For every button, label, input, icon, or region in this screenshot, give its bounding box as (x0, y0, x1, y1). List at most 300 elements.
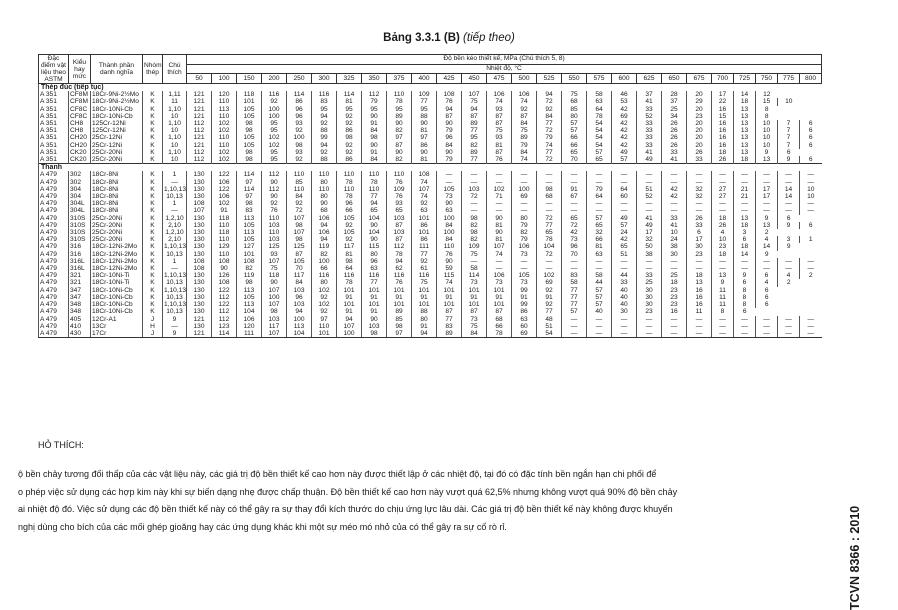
table-cell: 92 (262, 200, 287, 207)
table-cell: 104 (362, 215, 387, 222)
table-cell: 347 (69, 287, 91, 294)
table-cell: — (612, 265, 637, 272)
table-cell: 58 (562, 279, 587, 286)
table-cell: 54 (587, 142, 612, 149)
table-cell: 10 (756, 120, 778, 127)
table-cell: 107 (187, 207, 212, 214)
table-row (39, 279, 822, 286)
table-cell: 114 (337, 91, 362, 98)
table-cell: 44 (587, 279, 612, 286)
table-cell: 1,10,13 (164, 286, 186, 294)
table-cell: 103 (262, 316, 287, 323)
table-cell: 13 (734, 113, 756, 120)
table-cell: 108 (237, 258, 262, 265)
table-cell: 18 (734, 222, 756, 229)
table-cell: 102 (312, 287, 337, 294)
table-cell: 98 (362, 330, 387, 338)
table-cell: — (462, 171, 487, 178)
table-cell: 75 (462, 251, 487, 258)
table-row (39, 243, 822, 250)
table-cell: — (462, 179, 487, 186)
col-steel-group: Nhóm thép (143, 55, 163, 84)
table-cell: 105 (512, 272, 537, 279)
table-cell: — (562, 316, 587, 323)
table-cell: 84 (437, 236, 462, 243)
table-cell: 101 (487, 301, 512, 308)
table-cell: 107 (287, 229, 312, 236)
table-cell: 54 (587, 120, 612, 127)
table-cell: 18Cr-10Ni-Cb (91, 301, 143, 308)
table-cell: K (143, 251, 163, 258)
table-cell: 20 (687, 142, 712, 149)
table-cell: — (687, 200, 712, 207)
table-cell: 129 (212, 243, 237, 250)
table-cell: 91 (362, 149, 387, 156)
table-cell: 310S (69, 229, 91, 236)
table-cell: 125Cr-12Ni (91, 120, 143, 127)
table-cell: 1,2,10 (163, 229, 187, 236)
table-cell: 86 (337, 156, 362, 164)
table-cell: 93 (287, 120, 312, 127)
table-cell: A 351 (39, 127, 69, 134)
table-cell: 27 (712, 193, 734, 200)
table-cell: 121 (187, 91, 212, 98)
table-cell: 86 (412, 142, 437, 149)
table-cell: — (587, 200, 612, 207)
table-cell: 16 (712, 106, 734, 113)
table-cell: 103 (387, 229, 412, 236)
table-cell: 13 (734, 106, 756, 113)
table-cell: 41 (637, 149, 662, 156)
table-cell: 18 (712, 251, 734, 258)
table-cell: 101 (412, 215, 437, 222)
table-cell: — (687, 258, 712, 265)
table-cell: 84 (537, 113, 562, 120)
table-cell: 42 (612, 134, 637, 141)
table-cell: 76 (437, 251, 462, 258)
table-cell: 111 (412, 243, 437, 250)
table-cell: 91 (512, 294, 537, 301)
table-cell: 30 (637, 294, 662, 301)
table-cell: 102 (212, 156, 237, 164)
table-cell: — (612, 330, 637, 338)
table-cell: 51 (537, 323, 562, 330)
temperature-cell: 150 (237, 74, 262, 84)
table-cell: — (734, 179, 756, 186)
table-cell: 87 (487, 113, 512, 120)
table-cell: 9 (734, 272, 756, 279)
table-cell: 2,10 (163, 236, 187, 243)
table-cell: 80 (312, 179, 337, 186)
table-cell: 41 (662, 156, 687, 164)
table-cell: 40 (612, 287, 637, 294)
table-cell: 92 (312, 149, 337, 156)
table-cell: 113 (237, 301, 262, 308)
table-cell: 8 (756, 106, 778, 113)
table-cell: — (756, 265, 778, 272)
table-cell: 18Cr-10Ni-Cb (91, 113, 143, 120)
table-cell: 89 (387, 308, 412, 315)
table-cell: — (778, 200, 800, 207)
table-cell: 60 (612, 193, 637, 200)
table-cell: 89 (462, 120, 487, 127)
table-cell: 90 (487, 215, 512, 222)
table-cell: 26 (687, 149, 712, 156)
table-cell: 82 (312, 251, 337, 258)
table-cell: 18Cr-8Ni (91, 186, 143, 193)
table-cell: 92 (537, 301, 562, 308)
table-cell: 116 (362, 272, 387, 279)
table-cell: CH8 (69, 120, 91, 127)
table-cell: 68 (537, 193, 562, 200)
table-cell: 16 (712, 120, 734, 127)
table-cell: 78 (387, 251, 412, 258)
table-cell: 2 (756, 229, 778, 236)
table-cell: A 351 (39, 149, 69, 156)
table-cell: 82 (237, 265, 262, 272)
table-cell: 130 (187, 301, 212, 308)
table-cell: 99 (512, 301, 537, 308)
table-cell: 123 (212, 323, 237, 330)
table-cell: 83 (437, 323, 462, 330)
table-cell: 17Cr (91, 330, 143, 338)
table-cell: 9 (756, 215, 778, 222)
table-cell: 94 (312, 236, 337, 243)
table-cell: — (462, 200, 487, 207)
table-cell: 87 (462, 113, 487, 120)
table-cell: 69 (512, 193, 537, 200)
table-cell: 33 (637, 142, 662, 149)
table-cell: 93 (487, 134, 512, 141)
table-row (39, 323, 822, 330)
table-cell: 92 (512, 106, 537, 113)
table-cell: 63 (587, 98, 612, 105)
table-cell: 108 (212, 258, 237, 265)
table-cell: 42 (662, 193, 687, 200)
table-cell: 6 (800, 156, 822, 164)
table-cell: K (143, 91, 163, 98)
table-cell: 57 (587, 301, 612, 308)
table-cell: 38 (662, 243, 687, 250)
table-cell: 72 (287, 207, 312, 214)
table-cell: 92 (537, 106, 562, 113)
table-cell: — (587, 171, 612, 178)
table-cell: 98 (262, 308, 287, 315)
temperature-cell: 375 (387, 74, 412, 84)
table-cell: 71 (487, 193, 512, 200)
table-cell: 4 (756, 236, 778, 243)
table-cell: 78 (337, 279, 362, 286)
table-cell: 13 (734, 215, 756, 222)
table-cell: K (143, 171, 163, 178)
table-cell: 25Cr-20Ni (91, 149, 143, 156)
table-cell: 102 (312, 301, 337, 308)
table-cell: 88 (412, 308, 437, 315)
table-cell: 112 (262, 171, 287, 178)
table-cell: 117 (287, 272, 312, 279)
table-cell: K (143, 229, 163, 236)
table-cell: 91 (562, 186, 587, 193)
table-cell: K (143, 120, 163, 127)
table-cell: 93 (387, 200, 412, 207)
table-cell: 97 (237, 179, 262, 186)
table-cell: 121 (187, 98, 212, 105)
table-cell: — (637, 200, 662, 207)
table-cell: 110 (212, 251, 237, 258)
table-cell: 63 (412, 207, 437, 214)
table-cell: 3 (734, 229, 756, 236)
table-cell: 110 (387, 91, 412, 98)
table-cell: 73 (487, 279, 512, 286)
table-cell: 13 (756, 156, 778, 164)
table-cell: A 479 (39, 279, 69, 286)
table-cell: 104 (287, 330, 312, 338)
table-cell: 119 (237, 272, 262, 279)
table-cell: 2,10 (163, 222, 187, 229)
table-cell: 112 (187, 149, 212, 156)
table-cell: 16 (687, 294, 712, 301)
table-cell: — (512, 179, 537, 186)
table-cell: — (662, 207, 687, 214)
table-cell: 18Cr-10Ni-Ti (91, 279, 143, 286)
table-cell: 75 (512, 127, 537, 134)
table-cell: 54 (587, 127, 612, 134)
table-cell: — (562, 258, 587, 265)
table-cell: 118 (212, 229, 237, 236)
table-cell: 74 (412, 193, 437, 200)
table-cell: 1,10,13 (164, 272, 186, 280)
table-cell: 51 (637, 186, 662, 193)
table-cell: 96 (287, 106, 312, 113)
table-cell: 33 (687, 222, 712, 229)
table-cell: 87 (487, 120, 512, 127)
table-row (39, 127, 822, 134)
table-cell: 130 (187, 279, 212, 286)
table-cell: 90 (362, 113, 387, 120)
table-cell: — (734, 258, 756, 265)
table-cell: — (756, 200, 778, 207)
table-cell: 110 (212, 113, 237, 120)
table-cell: 33 (662, 215, 687, 222)
table-cell: 90 (262, 179, 287, 186)
table-cell: 108 (187, 258, 212, 265)
temperature-cell: 625 (637, 74, 662, 84)
table-cell: 104 (237, 308, 262, 315)
table-cell: 130 (187, 294, 212, 301)
table-cell: 110 (437, 243, 462, 250)
table-cell: 103 (262, 222, 287, 229)
table-cell: 102 (537, 272, 562, 279)
table-cell: A 479 (39, 222, 69, 229)
table-cell: 92 (287, 127, 312, 134)
temperature-cell: 650 (662, 74, 687, 84)
table-cell: 77 (562, 287, 587, 294)
table-cell: — (437, 171, 462, 178)
table-cell: 118 (212, 215, 237, 222)
temperature-cell: 775 (778, 74, 800, 84)
table-cell: 92 (337, 222, 362, 229)
table-cell: — (756, 316, 778, 323)
table-cell: 105 (337, 229, 362, 236)
table-cell: 108 (437, 91, 462, 98)
table-cell: — (662, 258, 687, 265)
table-cell: 37 (637, 91, 662, 98)
table-cell: — (537, 171, 562, 178)
table-cell: 18Cr-10Ni-Cb (91, 287, 143, 294)
table-cell: 6 (756, 287, 778, 294)
table-cell: — (712, 207, 734, 214)
table-cell: 59 (437, 265, 462, 272)
table-cell: — (662, 179, 687, 186)
table-cell: 84 (287, 193, 312, 200)
table-cell: 79 (512, 236, 537, 243)
table-cell: 92 (337, 149, 362, 156)
table-cell: 4 (778, 272, 800, 279)
table-cell: 82 (387, 156, 412, 164)
table-cell: 3 (778, 236, 800, 243)
table-cell: 100 (287, 316, 312, 323)
table-cell: 84 (437, 222, 462, 229)
table-cell: 92 (312, 294, 337, 301)
table-cell: — (537, 207, 562, 214)
table-cell: 98 (462, 215, 487, 222)
table-cell: 95 (262, 156, 287, 164)
table-cell: 79 (587, 186, 612, 193)
table-cell: 9 (163, 330, 187, 338)
table-cell: 98 (237, 149, 262, 156)
table-cell: A 479 (39, 258, 69, 265)
table-cell: 20 (687, 120, 712, 127)
table-cell: CF8M (69, 91, 91, 98)
table-cell: 53 (612, 98, 637, 105)
table-cell: 114 (237, 186, 262, 193)
table-cell: 16 (687, 287, 712, 294)
table-cell: 9 (163, 316, 187, 323)
table-cell: 79 (512, 222, 537, 229)
table-cell: K (143, 294, 163, 301)
table-cell: 114 (287, 91, 312, 98)
table-cell: 85 (562, 106, 587, 113)
table-cell: 66 (587, 236, 612, 243)
table-cell: 113 (287, 323, 312, 330)
table-cell: A 351 (39, 142, 69, 149)
table-cell: 10 (756, 142, 778, 149)
table-cell: — (800, 323, 822, 330)
table-cell: 107 (262, 301, 287, 308)
table-cell: — (712, 265, 734, 272)
table-cell: 18Cr-12Ni-2Mo (91, 243, 143, 250)
table-cell: 13Cr (91, 323, 143, 330)
table-cell: — (712, 200, 734, 207)
table-cell: 105 (237, 236, 262, 243)
table-cell: 91 (387, 294, 412, 301)
table-row (39, 272, 822, 279)
table-cell: 87 (387, 222, 412, 229)
table-cell: 11 (163, 98, 187, 105)
table-cell: 42 (612, 142, 637, 149)
table-cell: — (662, 330, 687, 338)
table-cell: 2 (778, 279, 800, 286)
table-cell: 18Cr-8Ni (91, 179, 143, 186)
table-cell: 110 (262, 229, 287, 236)
table-cell: 65 (362, 207, 387, 214)
table-cell: 8 (712, 308, 734, 315)
table-cell: 116 (312, 91, 337, 98)
note-line: nghị dùng cho bích của các mối ghép gioăng hay các ứng dụng khác khi một sự méo mó nhỏ của có thể gây ra sự cố rò rỉ. (18, 521, 507, 532)
table-cell: 9 (778, 243, 800, 250)
table-cell: 18Cr-8Ni (91, 207, 143, 214)
table-cell: 63 (512, 316, 537, 323)
table-cell: J (143, 316, 163, 323)
table-cell: 104 (537, 243, 562, 250)
table-cell: 1,2,10 (163, 215, 187, 222)
table-cell: 95 (387, 106, 412, 113)
table-cell: — (612, 179, 637, 186)
table-cell: — (587, 323, 612, 330)
table-cell: 94 (362, 200, 387, 207)
table-cell: 410 (69, 323, 91, 330)
table-cell: 121 (187, 113, 212, 120)
table-cell: 74 (512, 98, 537, 105)
table-cell: — (437, 179, 462, 186)
table-cell: 108 (187, 200, 212, 207)
table-cell: — (587, 258, 612, 265)
table-cell: 26 (662, 142, 687, 149)
table-cell: 98 (337, 134, 362, 141)
table-cell: — (487, 258, 512, 265)
table-cell: 57 (612, 156, 637, 164)
table-cell: 69 (612, 113, 637, 120)
table-cell: H (143, 323, 163, 330)
table-cell: 105 (237, 134, 262, 141)
table-cell: 6 (734, 236, 756, 243)
table-cell: 92 (337, 236, 362, 243)
table-cell: 33 (662, 149, 687, 156)
table-cell: 30 (637, 301, 662, 308)
table-cell: 40 (612, 301, 637, 308)
table-cell: 108 (187, 265, 212, 272)
table-cell: K (143, 301, 163, 308)
table-cell: 6 (800, 120, 822, 127)
table-cell: 116 (312, 272, 337, 279)
table-cell: 74 (437, 279, 462, 286)
table-cell: J (143, 330, 163, 338)
table-cell: 93 (487, 106, 512, 113)
table-cell: 23 (687, 113, 712, 120)
table-cell: 67 (562, 193, 587, 200)
table-cell: 114 (212, 330, 237, 338)
table-cell: 119 (312, 243, 337, 250)
table-cell: 98 (537, 186, 562, 193)
table-cell: — (587, 179, 612, 186)
table-cell: 77 (537, 120, 562, 127)
table-cell: 118 (262, 272, 287, 279)
table-cell: 66 (562, 142, 587, 149)
table-cell: — (778, 179, 800, 186)
table-cell: 11 (712, 294, 734, 301)
table-cell: CF8M (69, 98, 91, 105)
table-cell: 101 (362, 301, 387, 308)
table-cell: — (778, 171, 800, 178)
table-cell: 83 (312, 98, 337, 105)
table-cell: 77 (537, 308, 562, 315)
table-cell: 130 (187, 193, 212, 200)
table-cell: 30 (612, 308, 637, 315)
temperature-cell: 675 (687, 74, 712, 84)
table-cell: 76 (487, 156, 512, 164)
table-cell: 23 (712, 243, 734, 250)
table-cell: 101 (337, 287, 362, 294)
